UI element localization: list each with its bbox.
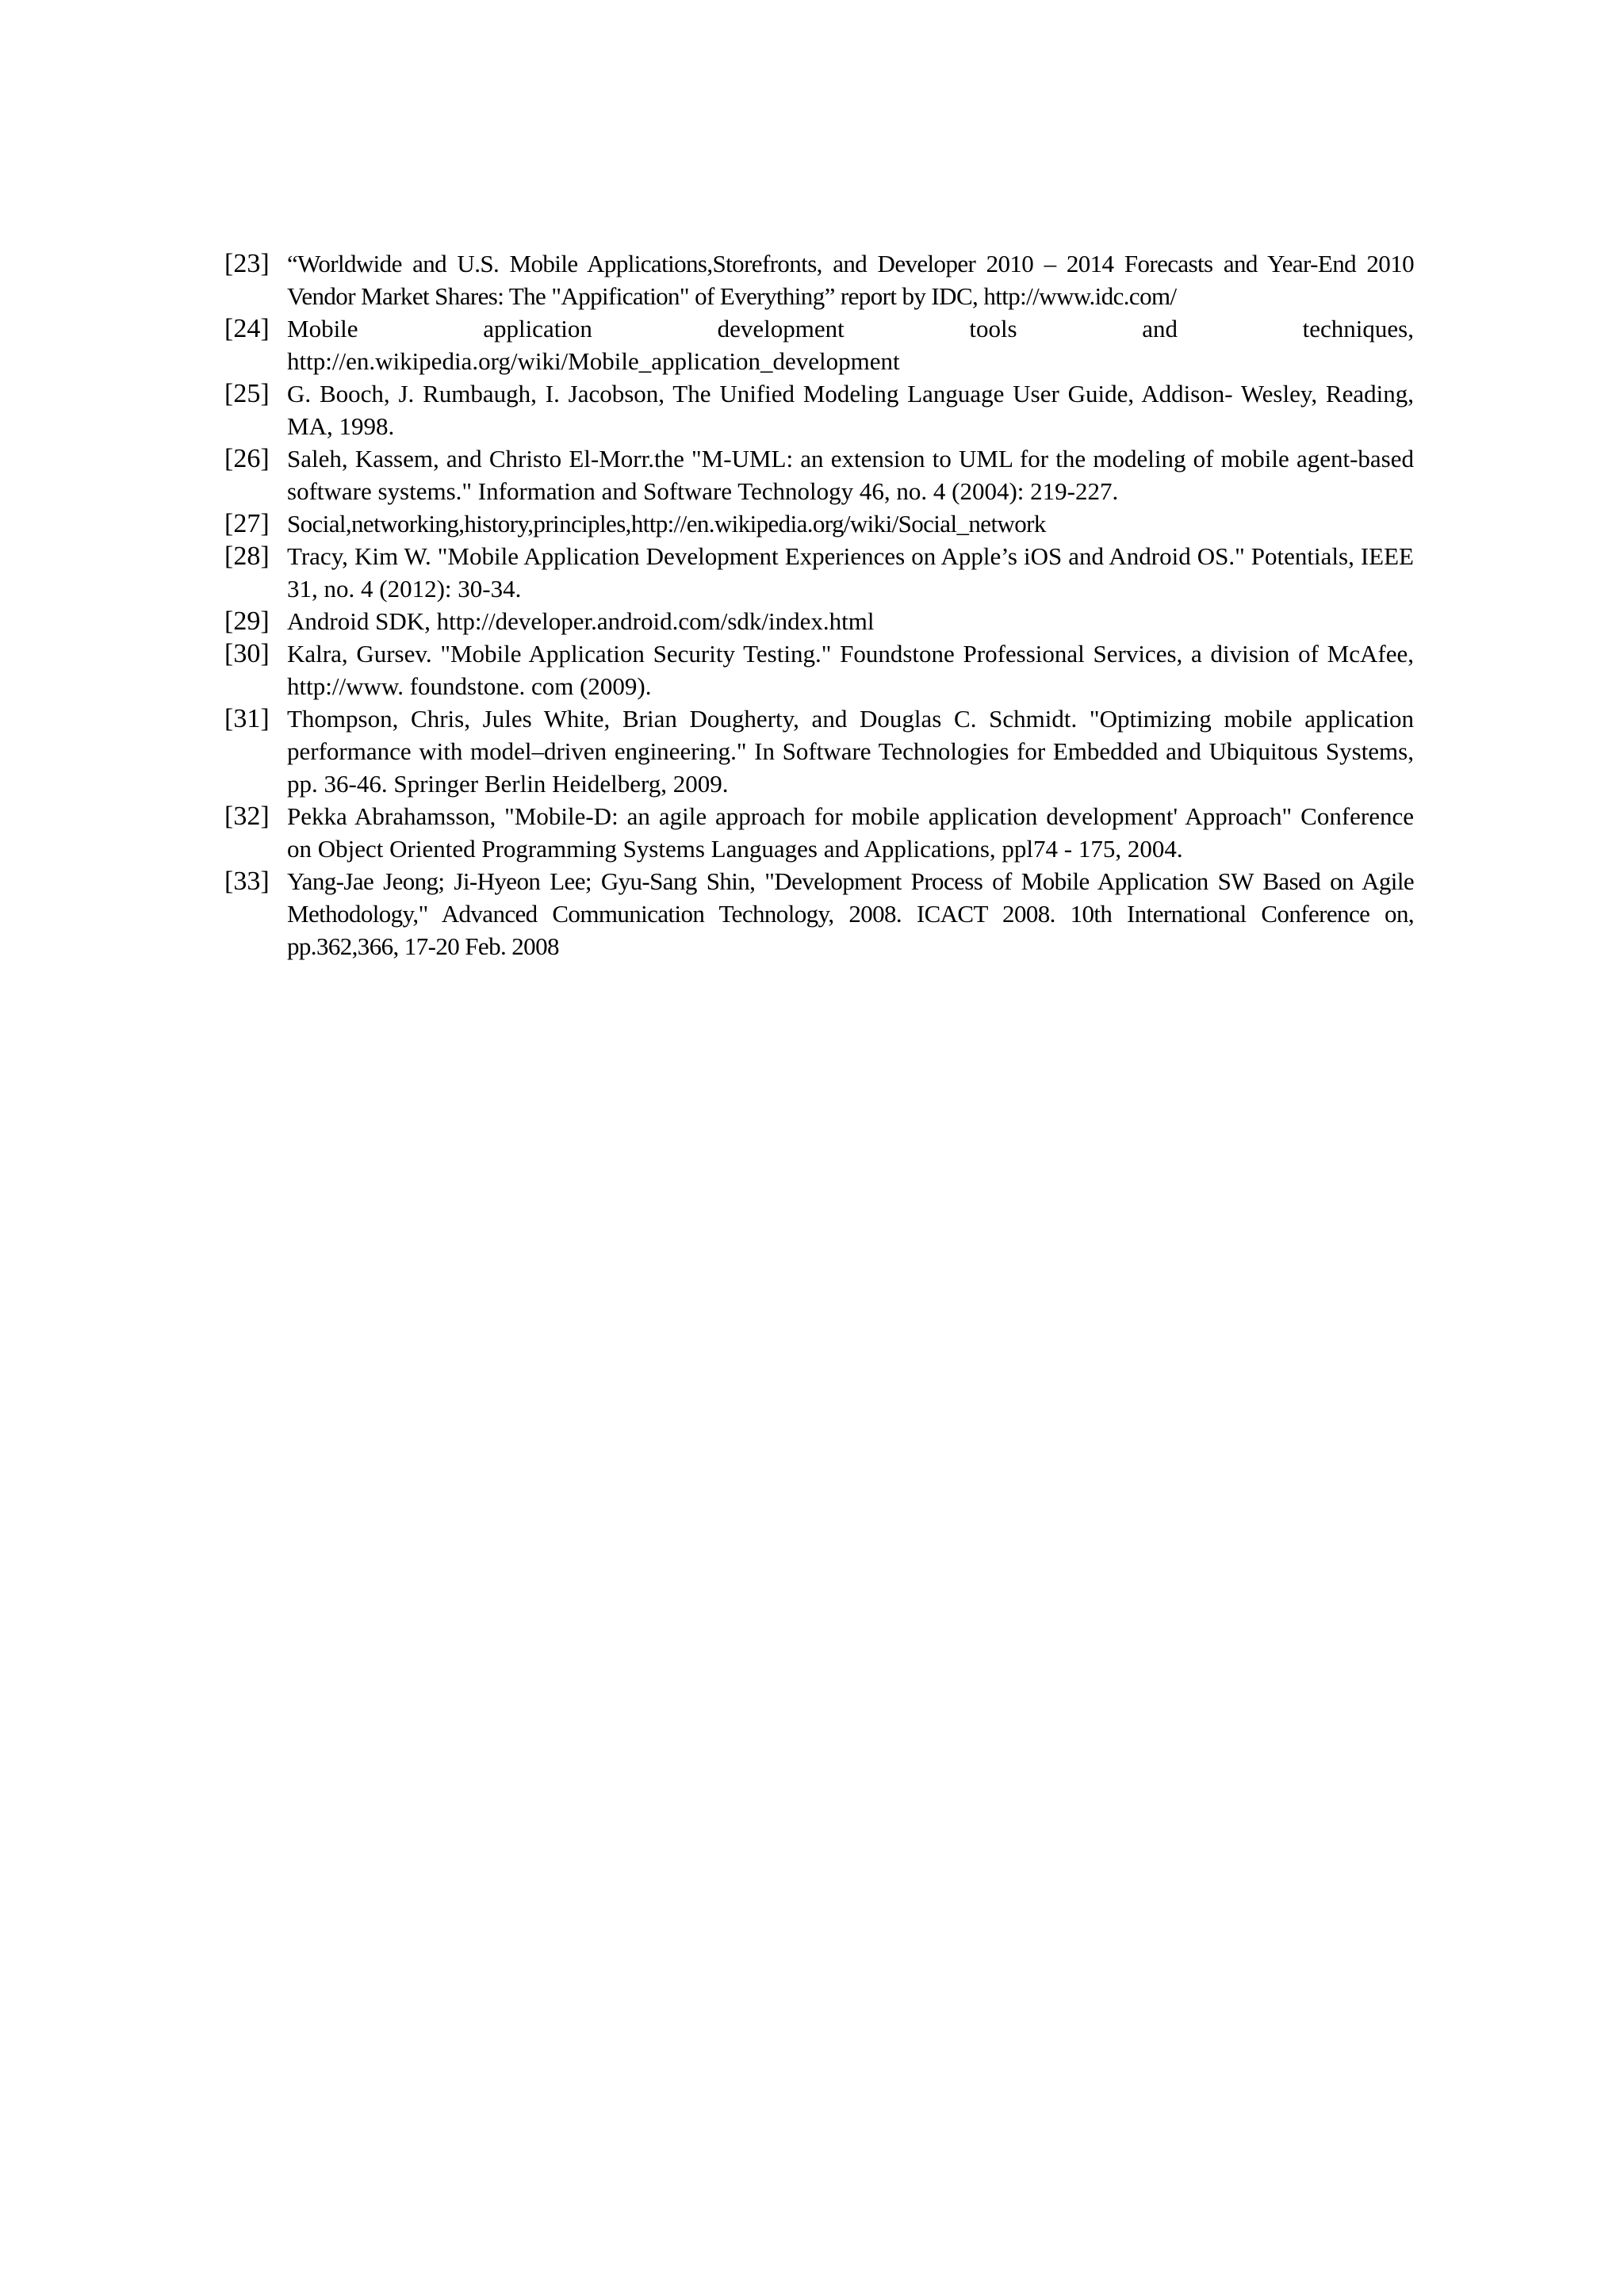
reference-number: [25]	[224, 379, 270, 408]
reference-number: [23]	[224, 249, 270, 278]
reference-number: [29]	[224, 607, 270, 636]
reference-text: “Worldwide and U.S. Mobile Applications,Storefronts, and Developer 2010 – 2014 Forecasts and Year-End 2010 Vendor Market Shares: The "Appification" of Everything” report by IDC, http://www.idc.com/	[287, 250, 1414, 310]
reference-item	[224, 605, 1414, 637]
reference-item	[224, 865, 1414, 962]
reference-number: [30]	[224, 639, 270, 668]
reference-text: Kalra, Gursev. "Mobile Application Security Testing." Foundstone Professional Services, a division of McAfee, http://www. foundstone. com (2009).	[287, 640, 1414, 700]
reference-number: [28]	[224, 541, 270, 571]
reference-item	[224, 540, 1414, 605]
reference-number: [26]	[224, 444, 270, 473]
reference-text: Android SDK, http://developer.android.com/sdk/index.html	[287, 607, 875, 635]
reference-item	[224, 312, 1414, 377]
reference-text: G. Booch, J. Rumbaugh, I. Jacobson, The Unified Modeling Language User Guide, Addison- Wesley, Reading, MA, 1998.	[287, 380, 1414, 440]
reference-item	[224, 377, 1414, 442]
reference-item	[224, 702, 1414, 800]
reference-number: [24]	[224, 314, 270, 343]
reference-number: [32]	[224, 802, 270, 831]
reference-text: Pekka Abrahamsson, "Mobile-D: an agile approach for mobile application development' Approach" Conference on Object Oriented Programming Systems Languages and Applications, ppl74 - 175, 2004.	[287, 802, 1414, 863]
reference-text: Thompson, Chris, Jules White, Brian Dougherty, and Douglas C. Schmidt. "Optimizing mobile application performance with model–driven engineering." In Software Technologies for Embedded and Ubiquitous Systems, pp. 36-46. Springer Berlin Heidelberg, 2009.	[287, 705, 1414, 798]
reference-item	[224, 800, 1414, 865]
reference-text: Tracy, Kim W. "Mobile Application Development Experiences on Apple’s iOS and Android OS." Potentials, IEEE 31, no. 4 (2012): 30-34.	[287, 542, 1414, 603]
reference-item	[224, 637, 1414, 702]
reference-item	[224, 442, 1414, 507]
reference-number: [31]	[224, 704, 270, 733]
reference-text: Social,networking,history,principles,http://en.wikipedia.org/wiki/Social_network	[287, 510, 1046, 538]
reference-text: Yang-Jae Jeong; Ji-Hyeon Lee; Gyu-Sang Shin, "Development Process of Mobile Application SW Based on Agile Methodology," Advanced Communication Technology, 2008. ICACT 2008. 10th International Conference on, pp.362,366, 17-20 Feb. 2008	[287, 867, 1414, 960]
reference-number: [33]	[224, 867, 270, 896]
reference-list	[224, 247, 1414, 962]
reference-number: [27]	[224, 509, 270, 538]
reference-item	[224, 507, 1414, 540]
reference-item	[224, 247, 1414, 312]
reference-text: Saleh, Kassem, and Christo El-Morr.the "M-UML: an extension to UML for the modeling of mobile agent-based software systems." Information and Software Technology 46, no. 4 (2004): 219-227.	[287, 445, 1414, 505]
reference-text: Mobile application development tools and techniques, http://en.wikipedia.org/wiki/Mobile_application_development	[287, 315, 1414, 375]
